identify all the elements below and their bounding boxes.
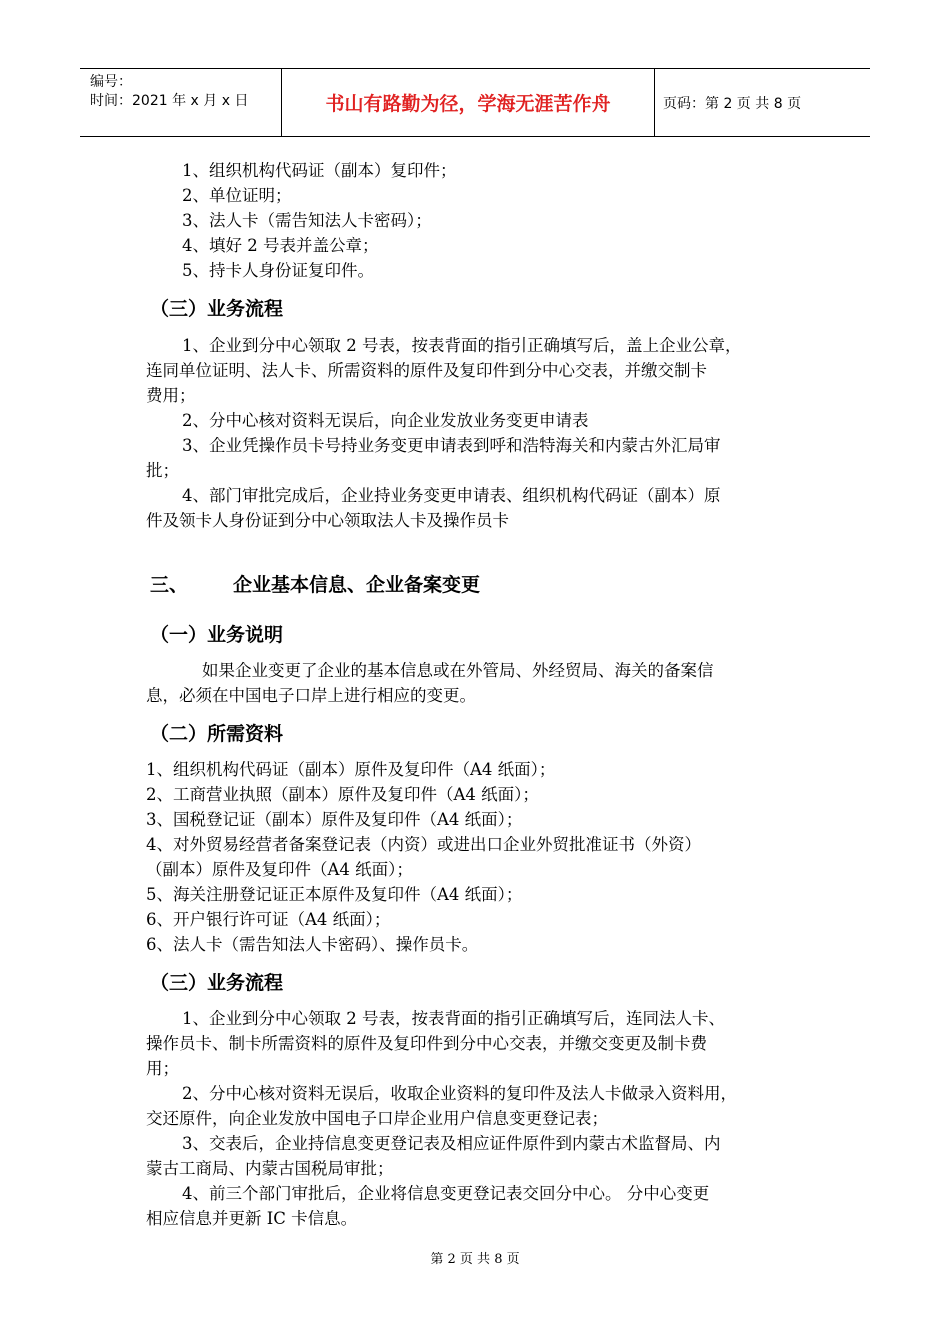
paragraph-line: 费用； <box>146 386 196 405</box>
list-item: 2、工商营业执照（副本）原件及复印件（A4 纸面）； <box>146 785 539 804</box>
paragraph-line: 如果企业变更了企业的基本信息或在外管局、外经贸局、海关的备案信 <box>202 661 714 680</box>
header-meta <box>80 69 282 136</box>
paragraph-line: 2、分中心核对资料无误后，收取企业资料的复印件及法人卡做录入资料用， <box>182 1084 737 1103</box>
paragraph-line: 3、交表后，企业持信息变更登记表及相应证件原件到内蒙古术监督局、内 <box>182 1134 721 1153</box>
paragraph-line: 4、部门审批完成后，企业持业务变更申请表、组织机构代码证（副本）原 <box>182 486 721 505</box>
list-item: 4、对外贸易经营者备案登记表（内资）或进出口企业外贸批准证书（外资） <box>146 835 701 854</box>
list-item: 1、组织机构代码证（副本）原件及复印件（A4 纸面）； <box>146 760 556 779</box>
paragraph-line: 1、企业到分中心领取 2 号表，按表背面的指引正确填写后，盖上企业公章， <box>182 336 742 355</box>
paragraph-line: 交还原件，向企业发放中国电子口岸企业用户信息变更登记表； <box>146 1109 608 1128</box>
section-heading: （二）所需资料 <box>150 723 284 745</box>
paragraph-line: 1、企业到分中心领取 2 号表，按表背面的指引正确填写后，连同法人卡、 <box>182 1009 725 1028</box>
paragraph-line: 蒙古工商局、内蒙古国税局审批； <box>146 1159 394 1178</box>
paragraph-line: 件及领卡人身份证到分中心领取法人卡及操作员卡 <box>146 511 509 530</box>
list-item: 6、法人卡（需告知法人卡密码）、操作员卡。 <box>146 935 479 954</box>
list-item: （副本）原件及复印件（A4 纸面）； <box>146 860 413 879</box>
list-item: 5、持卡人身份证复印件。 <box>182 261 374 280</box>
paragraph-line: 相应信息并更新 IC 卡信息。 <box>146 1209 358 1228</box>
list-item: 4、填好 2 号表并盖公章； <box>182 236 379 255</box>
chapter-title: 企业基本信息、企业备案变更 <box>233 574 481 596</box>
list-item: 3、法人卡（需告知法人卡密码）； <box>182 211 432 230</box>
paragraph-line: 连同单位证明、法人卡、所需资料的原件及复印件到分中心交表，并缴交制卡 <box>146 361 707 380</box>
section-heading: （三）业务流程 <box>150 298 284 320</box>
paragraph-line: 2、分中心核对资料无误后，向企业发放业务变更申请表 <box>182 411 589 430</box>
chapter-number: 三、 <box>150 574 189 596</box>
paragraph-line: 操作员卡、制卡所需资料的原件及复印件到分中心交表，并缴交变更及制卡费 <box>146 1034 707 1053</box>
document-number: 编号： <box>90 74 132 90</box>
page-footer: 第 2 页 共 8 页 <box>430 1252 520 1267</box>
paragraph-line: 批； <box>146 461 179 480</box>
document-date: 时间：2021 年 x 月 x 日 <box>90 93 249 109</box>
page-header <box>80 68 870 137</box>
list-item: 3、国税登记证（副本）原件及复印件（A4 纸面）； <box>146 810 523 829</box>
paragraph-line: 息，必须在中国电子口岸上进行相应的变更。 <box>146 686 476 705</box>
header-page-info: 页码：第 2 页 共 8 页 <box>663 95 802 112</box>
list-item: 5、海关注册登记证正本原件及复印件（A4 纸面）； <box>146 885 523 904</box>
list-item: 2、单位证明； <box>182 186 292 205</box>
list-item: 1、组织机构代码证（副本）复印件； <box>182 161 457 180</box>
header-motto: 书山有路勤为径，学海无涯苦作舟 <box>282 69 655 136</box>
paragraph-line: 3、企业凭操作员卡号持业务变更申请表到呼和浩特海关和内蒙古外汇局审 <box>182 436 721 455</box>
section-heading: （一）业务说明 <box>150 624 284 646</box>
paragraph-line: 4、前三个部门审批后，企业将信息变更登记表交回分中心。 分中心变更 <box>182 1184 710 1203</box>
paragraph-line: 用； <box>146 1059 179 1078</box>
list-item: 6、开户银行许可证（A4 纸面）； <box>146 910 391 929</box>
section-heading: （三）业务流程 <box>150 972 284 994</box>
